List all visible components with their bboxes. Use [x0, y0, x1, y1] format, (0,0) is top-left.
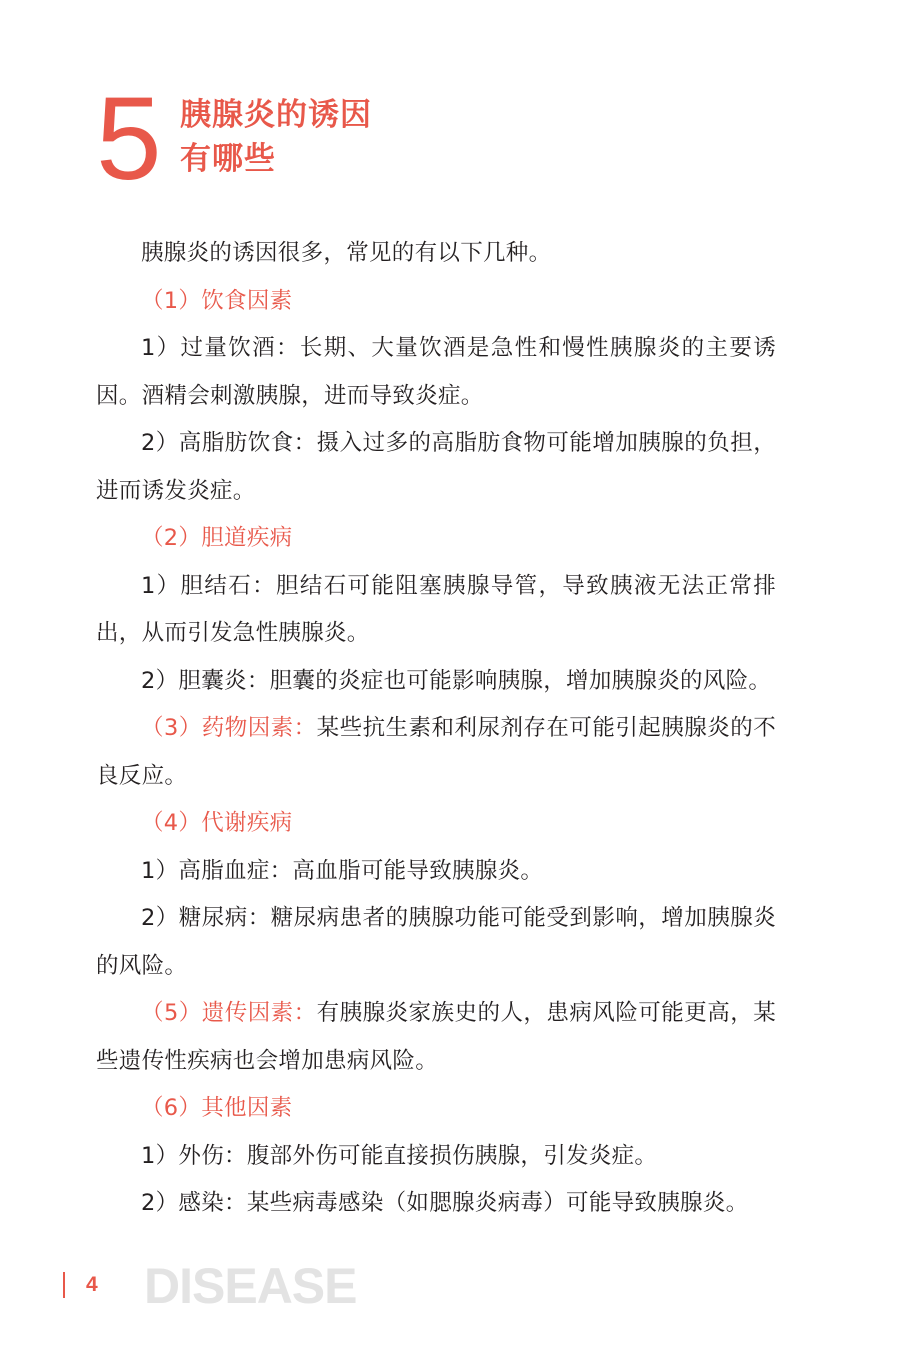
intro-paragraph: 胰腺炎的诱因很多，常见的有以下几种。: [141, 240, 552, 266]
footer-watermark: DISEASE: [144, 1258, 357, 1314]
paragraph-infection: 2）感染：某些病毒感染（如腮腺炎病毒）可能导致胰腺炎。: [141, 1190, 749, 1216]
section-heading-other: （6）其他因素: [141, 1095, 293, 1121]
paragraph-diabetes: 2）糖尿病：糖尿病患者的胰腺功能可能受到影响，增加胰腺炎的风险。: [96, 905, 776, 979]
section-heading-drugs: （3）药物因素：: [141, 715, 317, 741]
paragraph-alcohol: 1）过量饮酒：长期、大量饮酒是急性和慢性胰腺炎的主要诱因。酒精会刺激胰腺，进而导致炎症。: [96, 335, 776, 409]
chapter-title-line-1: 胰腺炎的诱因: [180, 97, 372, 133]
paragraph-trauma: 1）外伤：腹部外伤可能直接损伤胰腺，引发炎症。: [141, 1142, 658, 1169]
paragraph-cholecystitis: 2）胆囊炎：胆囊的炎症也可能影响胰腺，增加胰腺炎的风险。: [141, 667, 772, 694]
paragraph-drugs: [96, 705, 776, 800]
section-heading-genetic: （5）遗传因素：: [141, 1000, 317, 1026]
paragraph-drugs-body: 某些抗生素和利尿剂存在可能引起胰腺炎的不良反应。: [96, 715, 776, 789]
section-heading-diet: （1）饮食因素: [141, 287, 293, 314]
section-heading-metabolic: （4）代谢疾病: [141, 810, 293, 836]
page-number: 4: [86, 1273, 98, 1296]
paragraph-hyperlipidemia: 1）高脂血症：高血脂可能导致胰腺炎。: [141, 857, 544, 884]
chapter-title: [180, 93, 372, 181]
paragraph-high-fat: 2）高脂肪饮食：摄入过多的高脂肪食物可能增加胰腺的负担，进而诱发炎症。: [96, 430, 776, 504]
chapter-number: 5: [96, 73, 162, 205]
paragraph-genetic: [96, 990, 776, 1085]
section-heading-biliary: （2）胆道疾病: [141, 525, 293, 551]
footer-divider: [63, 1272, 65, 1298]
paragraph-gallstones: 1）胆结石：胆结石可能阻塞胰腺导管，导致胰液无法正常排出，从而引发急性胰腺炎。: [96, 572, 776, 646]
paragraph-genetic-body: 有胰腺炎家族史的人，患病风险可能更高，某些遗传性疾病也会增加患病风险。: [96, 1000, 776, 1074]
body-text: [96, 230, 776, 1228]
chapter-title-line-2: 有哪些: [180, 141, 276, 177]
